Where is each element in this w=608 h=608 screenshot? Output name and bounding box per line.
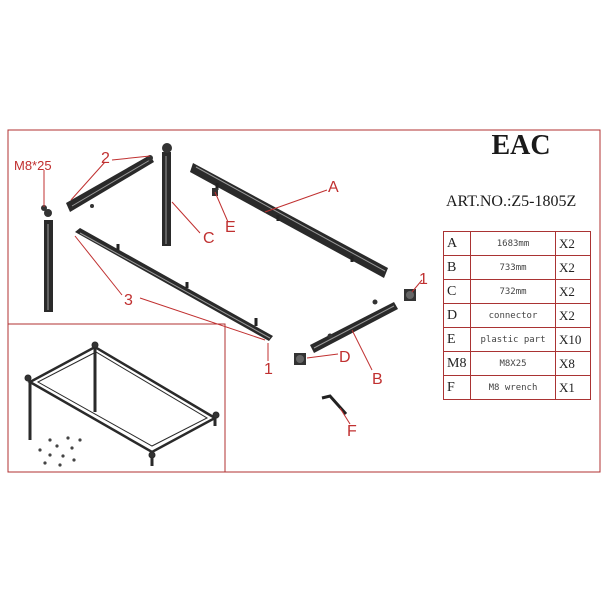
table-row: [444, 304, 591, 328]
table-row: [444, 376, 591, 400]
part-code: A: [444, 232, 471, 256]
callout-c: C: [203, 230, 215, 247]
part-qty: X8: [556, 352, 591, 376]
leader-lines: [44, 156, 422, 424]
part-desc: 1683mm: [471, 232, 556, 256]
part-qty: X10: [556, 328, 591, 352]
part-code: B: [444, 256, 471, 280]
assembled-frame-drawing: [25, 342, 219, 466]
table-row: [444, 328, 591, 352]
short-beam-b: [310, 300, 398, 354]
beam-a-top: [190, 163, 388, 278]
part-qty: X2: [556, 304, 591, 328]
table-row: [444, 280, 591, 304]
callout-m8-25: M8*25: [14, 158, 52, 173]
leg-c: [162, 143, 172, 246]
callout-e: E: [225, 219, 236, 236]
callout-f: F: [347, 423, 357, 440]
part-desc: connector: [471, 304, 556, 328]
part-code: M8: [444, 352, 471, 376]
table-row: [444, 232, 591, 256]
table-row: [444, 256, 591, 280]
part-qty: X2: [556, 280, 591, 304]
table-row: [444, 352, 591, 376]
part-code: E: [444, 328, 471, 352]
callout-a: A: [328, 179, 339, 196]
callout-b: B: [372, 371, 383, 388]
connector-d: [294, 353, 306, 365]
part-code: D: [444, 304, 471, 328]
part-desc: 733mm: [471, 256, 556, 280]
part-desc: M8 wrench: [471, 376, 556, 400]
hardware-dots: [38, 436, 81, 466]
callout-2: 2: [101, 150, 110, 167]
short-beam-top-left: [66, 155, 154, 212]
parts-table: [443, 231, 591, 400]
part-desc: plastic part: [471, 328, 556, 352]
callout-3: 3: [124, 292, 133, 309]
part-desc: 732mm: [471, 280, 556, 304]
brand-title: EAC: [491, 130, 551, 161]
article-number: ART.NO.:Z5-1805Z: [446, 193, 577, 210]
part-code: C: [444, 280, 471, 304]
part-desc: M8X25: [471, 352, 556, 376]
callout-d: D: [339, 349, 351, 366]
part-code: F: [444, 376, 471, 400]
connector-right: [404, 289, 416, 301]
part-qty: X1: [556, 376, 591, 400]
callout-1-left: 1: [264, 361, 273, 378]
part-qty: X2: [556, 256, 591, 280]
leg-left: [44, 209, 53, 312]
callout-1-right: 1: [419, 271, 428, 288]
part-qty: X2: [556, 232, 591, 256]
